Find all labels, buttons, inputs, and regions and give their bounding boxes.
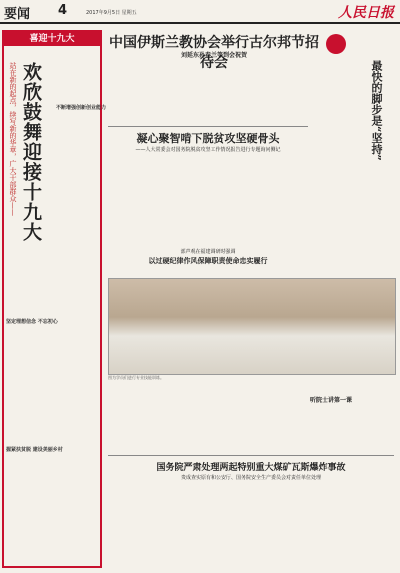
headline-1-subtitle: 刘延东孙春兰等到会祝贺 [180,52,247,59]
side-column-title: 最快的脚步是“坚持” [370,60,383,161]
feature-tag: 喜迎十九大 [4,32,100,46]
side-box-title: 听院士讲第一课 [310,397,353,404]
photo-caption: 图为学员们进行专业技能训练。 [108,375,164,380]
headline-4: 国务院严肃处理两起特别重大煤矿瓦斯爆炸事故 [156,463,346,473]
feature-subtitle: 站在新的起点，续写新的华章，广大干部群众—— [9,62,17,216]
news-photo [108,278,396,375]
divider [108,455,394,456]
feature-subhead-3: 握紧扶贫脱 建设美丽乡村 [6,447,63,453]
newspaper-logo: 人民日报 [338,5,394,21]
divider [108,126,308,127]
column-emblem-icon [326,34,346,54]
page-number: 4 [58,3,68,18]
feature-subhead-2: 坚定理想信念 不忘初心 [6,319,58,325]
headline-2: 凝心聚智啃下脱贫攻坚硬骨头 [136,132,280,145]
headline-4-subtitle: 贵成查实原有和公安厅、国务院安全生产委员会对责任单位处理 [180,475,321,481]
feature-subhead-1: 不断增强创新创业能力 [56,105,107,111]
feature-headline: 欢欣鼓舞迎接十九大 [20,62,42,242]
issue-date: 2017年9月5日 星期五 [86,10,137,16]
headline-1: 中国伊斯兰教协会举行古尔邦节招待会 [109,35,319,71]
headline-3: 以过硬纪律作风保障职责使命忠实履行 [148,257,268,265]
section-label: 要闻 [4,7,31,22]
headline-2-subtitle: ——人大常委会对国务院脱贫攻坚工作情况报告进行专题询问侧记 [135,147,281,153]
headline-3-kicker: 部声观在福建调研时强调 [180,249,236,255]
